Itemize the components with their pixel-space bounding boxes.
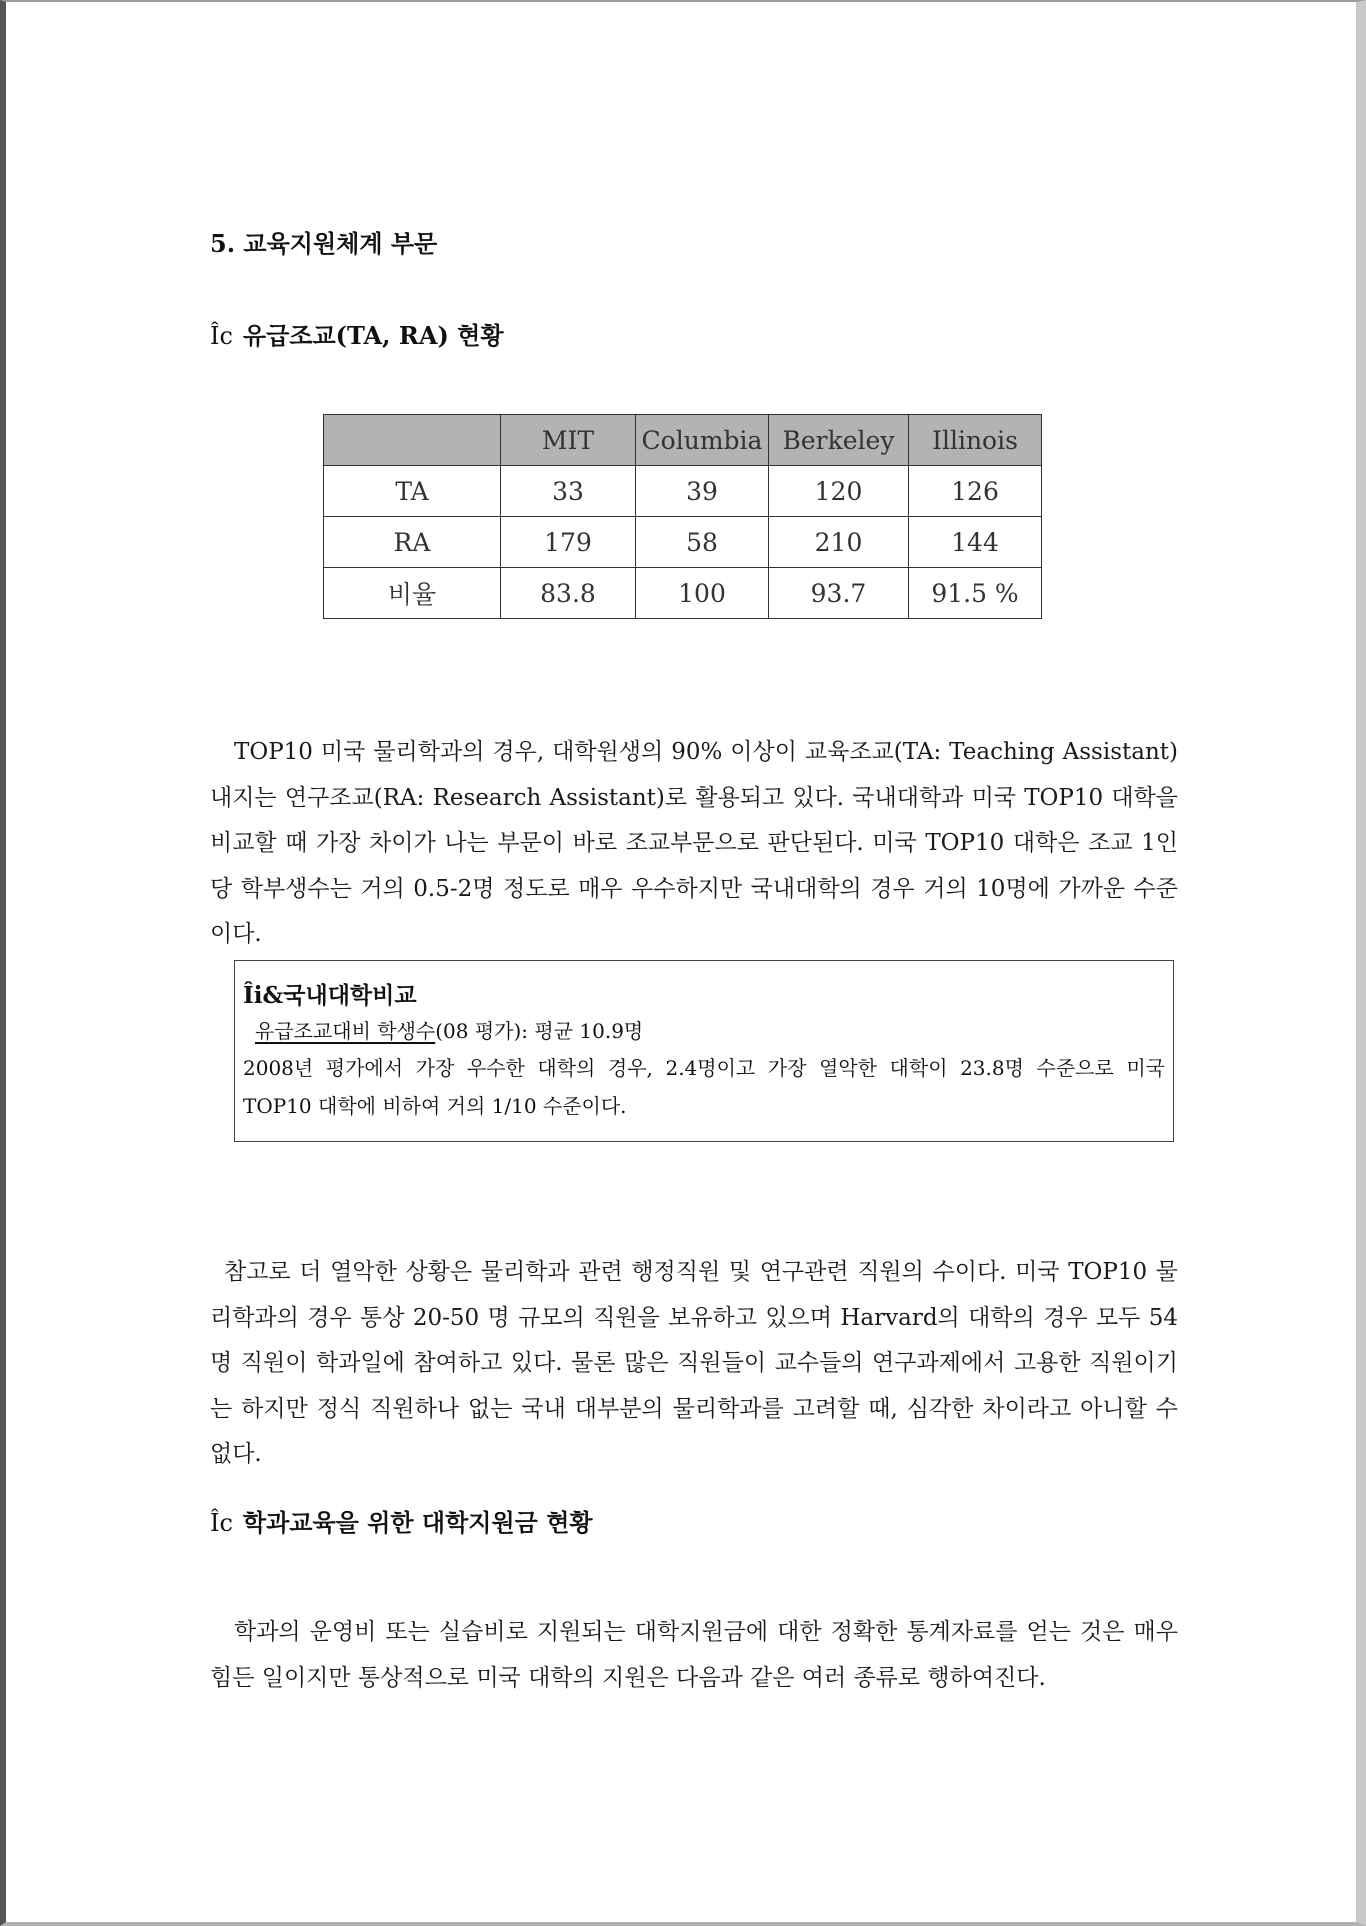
table-cell: 126 xyxy=(909,466,1042,517)
table-cell: 83.8 xyxy=(501,568,636,619)
paragraph-funding: 학과의 운영비 또는 실습비로 지원되는 대학지원금에 대한 정확한 통계자료를 얻는 것은 매우 힘든 일이지만 통상적으로 미국 대학의 지원은 다음과 같은 여러 종류로 행하여진다. xyxy=(210,1619,1178,1691)
table-cell: 93.7 xyxy=(769,568,909,619)
table-row xyxy=(324,568,1042,619)
row-label: 비율 xyxy=(324,568,501,619)
table-cell: 210 xyxy=(769,517,909,568)
box-subtitle xyxy=(243,1013,1165,1049)
box-text: 2008년 평가에서 가장 우수한 대학의 경우, 2.4명이고 가장 열악한 대학이 23.8명 수준으로 미국 TOP10 대학에 비하여 거의 1/10 수준이다. xyxy=(243,1056,1165,1118)
box-subtitle-underlined: 유급조교대비 학생수 xyxy=(255,1019,436,1043)
subheading-university-funding xyxy=(210,1503,593,1538)
table-header-cell: Berkeley xyxy=(769,415,909,466)
table-cell: 100 xyxy=(636,568,769,619)
table-header-cell xyxy=(324,415,501,466)
paragraph-staff: 참고로 더 열악한 상황은 물리학과 관련 행정직원 및 연구관련 직원의 수이다. 미국 TOP10 물리학과의 경우 통상 20-50 명 규모의 직원을 보유하고 있으며 Harvard의 대학의 경우 모두 54명 직원이 학과일에 참여하고 있다. 물론 많은 직원들이 교수들의 연구과제에서 고용한 직원이기는 하지만 정식 직원하나 없는 국내 대부분의 물리학과를 고려할 때, 심각한 차이라고 아니할 수 없다. xyxy=(210,1259,1178,1467)
subheading-text: 학과교육을 위한 대학지원금 현황 xyxy=(242,1508,593,1537)
table-header-cell: MIT xyxy=(501,415,636,466)
table-cell: 33 xyxy=(501,466,636,517)
domestic-comparison-box xyxy=(234,960,1174,1142)
box-subtitle-rest: (08 평가): 평균 10.9명 xyxy=(435,1019,644,1043)
subheading-paid-assistants xyxy=(210,316,504,351)
bullet-glyph: Îc xyxy=(210,1509,233,1537)
box-title: Îi&국내대학비교 xyxy=(243,982,417,1009)
row-label: RA xyxy=(324,517,501,568)
table-cell: 58 xyxy=(636,517,769,568)
section-title: 5. 교육지원체계 부문 xyxy=(210,229,438,258)
table-cell: 144 xyxy=(909,517,1042,568)
table-header-cell: Columbia xyxy=(636,415,769,466)
bullet-glyph: Îc xyxy=(210,322,233,350)
table-header-row xyxy=(324,415,1042,466)
row-label: TA xyxy=(324,466,501,517)
table-row xyxy=(324,466,1042,517)
table-cell: 179 xyxy=(501,517,636,568)
paragraph-top10-assistants: TOP10 미국 물리학과의 경우, 대학원생의 90% 이상이 교육조교(TA: Teaching Assistant) 내지는 연구조교(RA: Research Assistant)로 활용되고 있다. 국내대학과 미국 TOP10 대학을 비교할 때 가장 차이가 나는 부문이 바로 조교부문으로 판단된다. 미국 TOP10 대학은 조교 1인당 학부생수는 거의 0.5-2명 정도로 매우 우수하지만 국내대학의 경우 거의 10명에 가까운 수준이다. xyxy=(210,739,1178,947)
subheading-text: 유급조교(TA, RA) 현황 xyxy=(242,321,504,350)
assistant-table xyxy=(323,414,1042,619)
table-cell: 39 xyxy=(636,466,769,517)
table-row xyxy=(324,517,1042,568)
table-cell: 91.5 % xyxy=(909,568,1042,619)
table-cell: 120 xyxy=(769,466,909,517)
table-header-cell: Illinois xyxy=(909,415,1042,466)
